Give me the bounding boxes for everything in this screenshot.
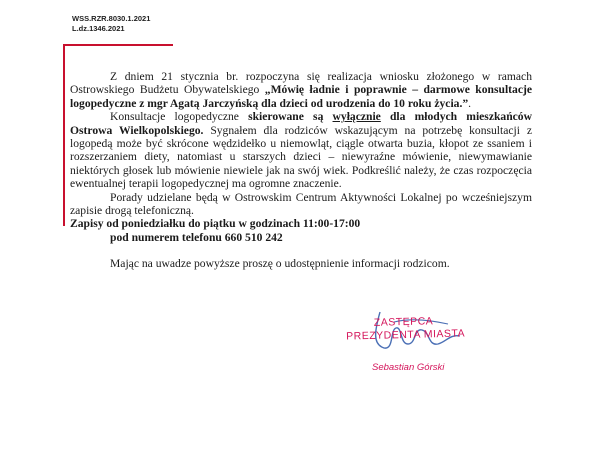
eligibility-target: dla młodych mieszkańców Ostrowa Wielkopolskiego.	[70, 110, 532, 137]
eligibility-lead: Konsultacje logopedyczne	[110, 110, 249, 124]
paragraph-location: Porady udzielane będą w Ostrowskim Centrum Aktywności Lokalnej po wcześniejszym zapisie drogą telefoniczną.	[70, 190, 532, 218]
signatory-name: Sebastian Górski	[372, 362, 445, 373]
registration-phone: pod numerem telefonu 660 510 242	[110, 230, 283, 244]
project-title: „Mówię ładnie i poprawnie – darmowe konsultacje logopedyczne z mgr Agatą Jarczyńską dla dzieci od urodzenia do 10 roku życia.”	[70, 83, 532, 110]
letter-body	[70, 70, 532, 271]
accent-line-horizontal	[63, 44, 173, 46]
reference-number: WSS.RZR.8030.1.2021	[72, 14, 151, 23]
intro-end: .	[468, 96, 472, 110]
paragraph-eligibility	[70, 110, 532, 190]
ld-number: L.dz.1346.2021	[72, 24, 125, 33]
paragraph-intro	[70, 70, 532, 110]
registration-hours: Zapisy od poniedziałku do piątku w godzinach 11:00-17:00	[70, 217, 361, 231]
eligibility-exclusive: wyłącznie	[332, 110, 381, 124]
stamp-office: PREZYDENTA MIASTA	[346, 327, 466, 343]
eligibility-bold: skierowane są	[248, 110, 333, 124]
accent-line-vertical	[63, 44, 65, 226]
eligibility-details: Sygnałem dla rodziców wskazującym na potrzebę konsultacji z logopedą może być skrócone wędzidełko u niemowląt, ciągle otwarta buzia, kłopot ze ssaniem i rozszerzaniem diety, natomiast u starszych dzieci – niewyraźne mówienie, niewymawianie niektórych głosek lub mówienie niewiele jak na swój wiek. Podkreślić należy, że czas rozpoczęcia ewentualnej terapii logopedycznej ma ogromne znaczenie.	[70, 123, 532, 191]
stamp-title: ZASTĘPCA	[373, 315, 434, 329]
paragraph-closing: Mając na uwadze powyższe proszę o udostępnienie informacji rodzicom.	[110, 257, 450, 271]
official-stamp	[346, 314, 466, 343]
document-reference	[72, 14, 150, 34]
intro-text: Z dniem 21 stycznia br. rozpoczyna się realizacja wniosku złożonego w ramach Ostrowskiego Budżetu Obywatelskiego	[70, 70, 532, 97]
